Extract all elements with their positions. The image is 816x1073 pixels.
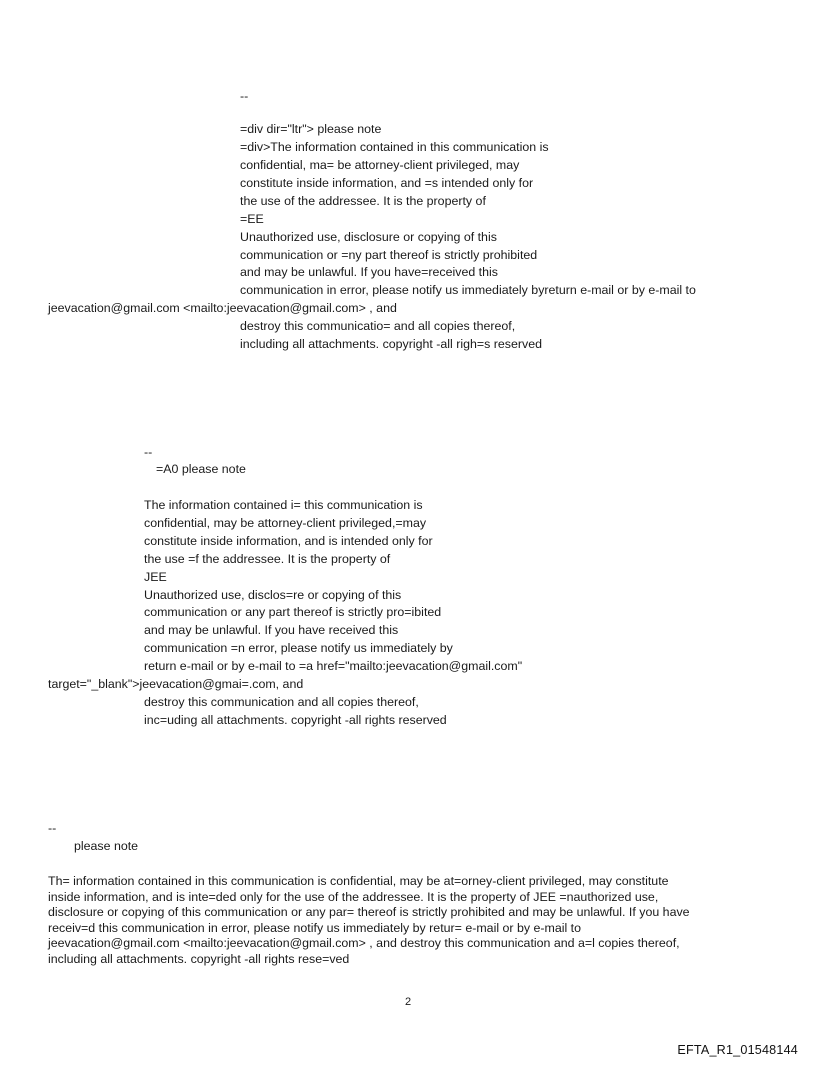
separator-line: --	[48, 821, 57, 835]
text-line: including all attachments. copyright -all righ=s reserved	[240, 337, 542, 351]
separator-line: --	[240, 89, 249, 103]
text-line: communication or any part thereof is strictly pro=ibited	[144, 605, 442, 619]
text-line: constitute inside information, and is intended only for	[144, 534, 433, 548]
text-line: inc=uding all attachments. copyright -all rights reserved	[144, 713, 447, 727]
text-line: communication or =ny part thereof is strictly prohibited	[240, 248, 538, 262]
text-line: Unauthorized use, disclos=re or copying of this	[144, 588, 402, 602]
text-line: JEE	[144, 570, 167, 584]
text-line: The information contained i= this communication is	[144, 498, 423, 512]
text-line: destroy this communication and all copies thereof,	[144, 695, 419, 709]
email-address-line: jeevacation@gmail.com <mailto:jeevacation@gmail.com> , and	[48, 301, 397, 315]
text-line: and may be unlawful. If you have=received this	[240, 265, 498, 279]
document-id: EFTA_R1_01548144	[677, 1043, 798, 1057]
text-line: communication =n error, please notify us immediately by	[144, 641, 453, 655]
text-line: confidential, may be attorney-client privileged,=may	[144, 516, 427, 530]
text-line: confidential, ma= be attorney-client privileged, may	[240, 158, 520, 172]
email-address-line: target="_blank">jeevacation@gmai=.com, and	[48, 677, 304, 691]
text-line: Unauthorized use, disclosure or copying of this	[240, 230, 497, 244]
text-line: =EE	[240, 212, 264, 226]
text-line: constitute inside information, and =s intended only for	[240, 176, 534, 190]
text-line: =div>The information contained in this communication is	[240, 140, 549, 154]
text-line: the use of the addressee. It is the property of	[240, 194, 486, 208]
page-number: 2	[404, 996, 412, 1008]
text-line: communication in error, please notify us immediately byreturn e-mail or by e-mail to	[240, 283, 696, 297]
text-line: the use =f the addressee. It is the property of	[144, 552, 391, 566]
confidentiality-paragraph: Th= information contained in this communication is confidential, may be at=orney-client privileged, may constitute inside information, and is inte=ded only for the use of the addressee. It is the property of JEE =nauthorized use, disclosure or copying of this communication or any par= thereof is strictly prohibited and may be unlawful. If you have receiv=d this communication in error, please notify us immediately by retur= e-mail or by e-mail to jeevacation@gmail.com <mailto:jeevacation@gmail.com> , and destroy this communication and a=l copies thereof, including all attachments. copyright -all rights rese=ved	[48, 874, 690, 966]
text-line: =A0 please note	[156, 462, 246, 476]
text-line: =div dir="ltr"> please note	[240, 122, 382, 136]
text-line: destroy this communicatio= and all copies thereof,	[240, 319, 516, 333]
separator-line: --	[144, 445, 153, 459]
text-line: and may be unlawful. If you have received this	[144, 623, 399, 637]
note-heading: please note	[74, 839, 139, 853]
text-line: return e-mail or by e-mail to =a href="mailto:jeevacation@gmail.com"	[144, 659, 523, 673]
